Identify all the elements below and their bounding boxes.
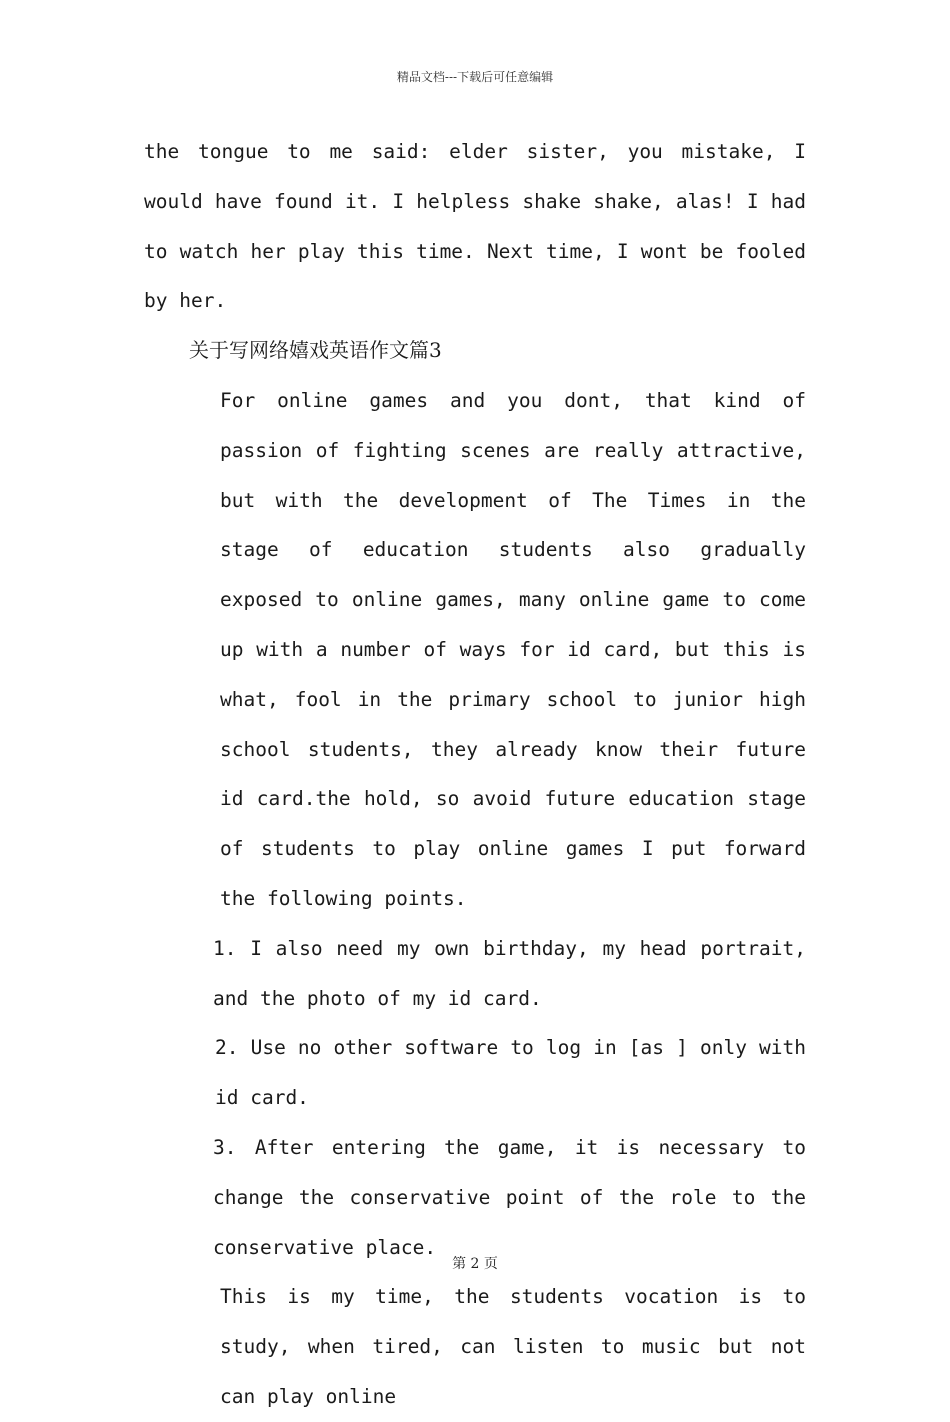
paragraph-continued: the tongue to me said: elder sister, you mistake, I would have found it. I helpless shake shake, alas! I had to watch her play this time. Next time, I wont be fooled by her. — [144, 140, 806, 313]
paragraph-intro: For online games and you dont, that kind of passion of fighting scenes are really attractive, but with the development of The Times in the stage of education students also gradually exposed to online games, many online game to come up with a number of ways for id card, but this is what, fool in the primary school to junior high school students, they already know their future id card.the hold, so avoid future education stage of students to play online games I put forward the following points. — [220, 388, 806, 910]
document-body — [144, 127, 806, 1422]
section-heading: 关于写网络嬉戏英语作文篇3 — [189, 338, 442, 363]
paragraph-closing: This is my time, the students vocation is to study, when tired, can listen to music but not can play online — [220, 1285, 806, 1408]
page-header: 精品文档---下载后可任意编辑 — [396, 70, 554, 84]
page-number: 第 2 页 — [452, 1256, 498, 1272]
list-item-3: 3. After entering the game, it is necessary to change the conservative point of the role to the conservative place. — [213, 1135, 806, 1259]
list-item-1: 1. I also need my own birthday, my head portrait, and the photo of my id card. — [213, 936, 806, 1010]
list-item-2: 2. Use no other software to log in [as ] only with id card. — [215, 1036, 806, 1110]
